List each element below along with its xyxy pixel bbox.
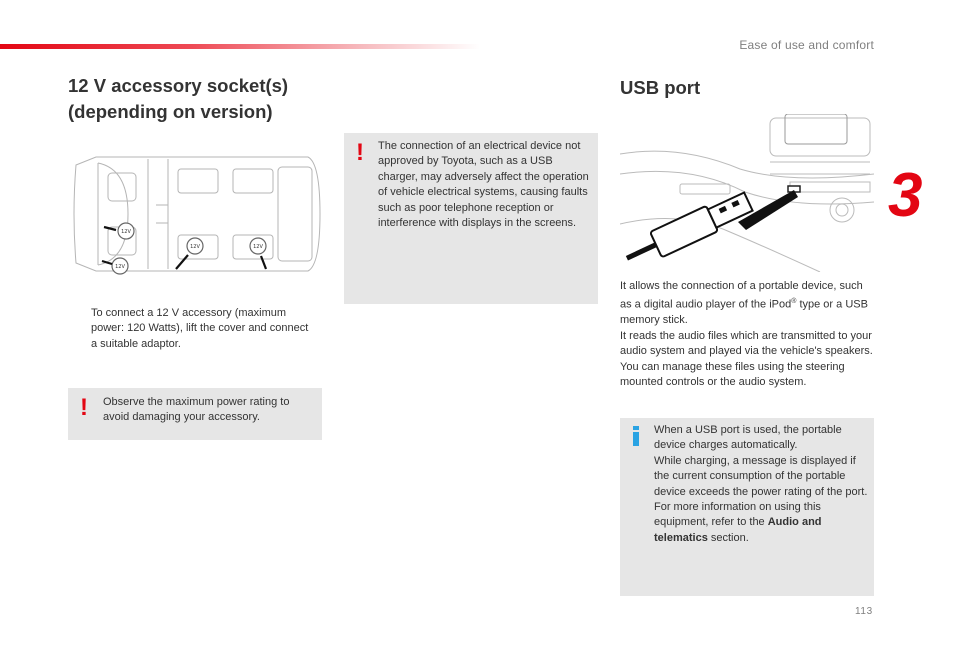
socket-label-4: 12V [253, 244, 263, 250]
socket-label-2: 12V [115, 264, 125, 270]
usb-desc-line-2: It reads the audio files which are transmitted to your audio system and played via the vehicle's speakers. [620, 329, 873, 358]
audio-telematics-reference: Audio and telematics [654, 516, 822, 544]
accessory-socket-instruction: To connect a 12 V accessory (maximum power: 120 Watts), lift the cover and connect a suitable adaptor. [91, 307, 309, 350]
warning-text: Observe the maximum power rating to avoid damaging your accessory. [103, 396, 290, 424]
usb-desc-line-1: It allows the connection of a portable device, such as a digital audio player of the iPod [620, 280, 863, 312]
info-line-3-prefix: For more information on using this equipment, refer to the [654, 501, 821, 529]
accessory-socket-heading [68, 73, 338, 125]
warning-text: The connection of an electrical device not approved by Toyota, such as a USB charger, may adversely affect the operation of vehicle electrical systems, causing faults such as poor telephone reception or interference with displays in the screens. [378, 140, 589, 230]
warning-icon: ! [80, 394, 88, 421]
info-icon [633, 426, 639, 446]
info-box-usb-charging [620, 418, 874, 596]
socket-label-1: 12V [121, 229, 131, 235]
usb-desc-line-3: You can manage these files using the steering mounted controls or the audio system. [620, 360, 845, 389]
header-accent-bar [0, 44, 480, 49]
section-title: Ease of use and comfort [739, 38, 874, 52]
info-line-1: When a USB port is used, the portable device charges automatically. [654, 424, 842, 452]
registered-mark: ® [791, 298, 797, 306]
usb-port-illustration [620, 114, 874, 272]
warning-box-unapproved-devices [344, 133, 598, 304]
socket-label-3: 12V [190, 244, 200, 250]
usb-plug-icon [621, 189, 754, 271]
warning-icon: ! [356, 139, 364, 166]
usb-desc-line-1-end: type or a USB memory stick. [620, 299, 868, 327]
info-text [654, 423, 868, 546]
chapter-number: 3 [888, 161, 923, 230]
usb-port-description [620, 279, 876, 391]
warning-box-power-rating [68, 388, 322, 440]
heading-line-1: 12 V accessory socket(s) [68, 75, 289, 96]
info-line-3-suffix: section. [707, 531, 749, 544]
pointer-arrow-4 [261, 256, 266, 269]
usb-port-heading: USB port [620, 77, 701, 98]
van-socket-diagram [68, 145, 322, 283]
heading-line-2: (depending on version) [68, 101, 273, 122]
info-line-2: While charging, a message is displayed if the current consumption of the portable device exceeds the power rating of the port. [654, 454, 868, 498]
page-number: 113 [855, 606, 873, 617]
